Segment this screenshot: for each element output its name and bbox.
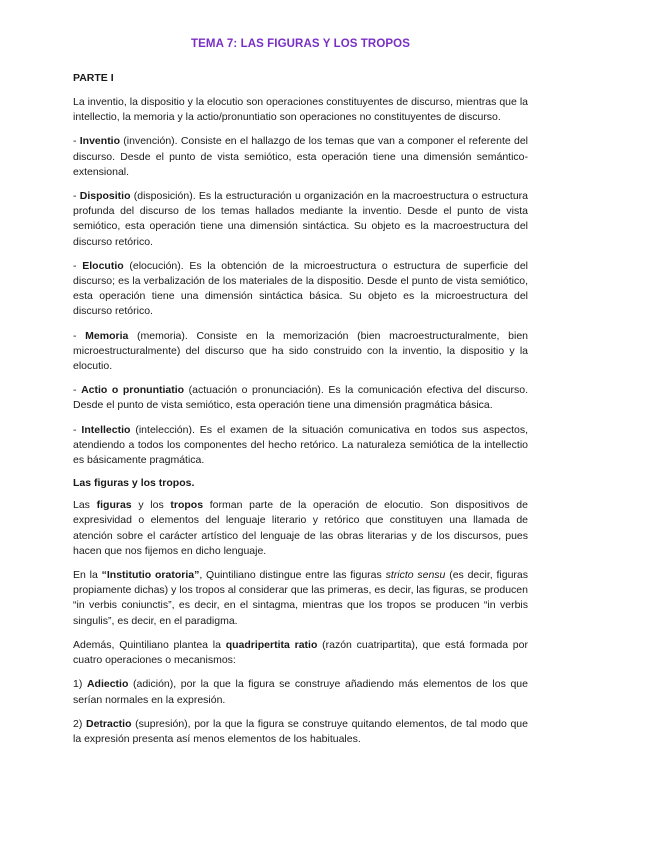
- text-run: , Quintiliano distingue entre las figuras: [199, 569, 386, 582]
- list-prefix: -: [73, 190, 80, 203]
- term-inventio: Inventio: [79, 135, 121, 148]
- paragraph-text: (elocución). Es la obtención de la microestructura o estructura de superficie del discurso; es la verbalización de los materiales de la dispositio. Desde el punto de vista semiótico, esta operación tiene una dimensión sintáctica básica. Su objeto es la microestructura del discurso retórico.: [73, 259, 528, 318]
- list-prefix: -: [73, 329, 86, 342]
- paragraph-figuras: [73, 498, 528, 559]
- term-institutio: “Institutio oratoria”: [101, 569, 200, 582]
- paragraph-text: (memoria). Consiste en la memorización (bien macroestructuralmente, bien microestructuralmente) del discurso que ha sido construido con la inventio, la dispositio y la elocutio.: [73, 329, 528, 373]
- paragraph-text: (adición), por la que la figura se construye añadiendo más elementos de los que serían normales en la expresión.: [73, 678, 528, 706]
- paragraph-memoria: [73, 329, 528, 375]
- paragraph-dispositio: [73, 189, 528, 250]
- intro-paragraph: La inventio, la dispositio y la elocutio son operaciones constituyentes de discurso, mientras que la intellectio, la memoria y la actio/pronuntiatio son operaciones no constituyentes de discurso.: [73, 96, 528, 124]
- paragraph-actio: [73, 383, 528, 413]
- text-run: Además, Quintiliano plantea la: [73, 638, 226, 651]
- term-tropos: tropos: [170, 499, 204, 512]
- paragraph-quintiliano: [73, 568, 528, 629]
- paragraph-elocutio: [73, 259, 528, 320]
- section-subheading: Las figuras y los tropos.: [73, 477, 195, 490]
- term-elocutio: Elocutio: [82, 259, 124, 272]
- text-run: Las: [73, 499, 97, 512]
- paragraph-text: (intelección). Es el examen de la situación comunicativa en todos sus aspectos, atendiendo a todos los componentes del hecho retórico. La naturaleza semiótica de la intellectio es básicamente pragmática.: [73, 423, 528, 467]
- list-prefix: -: [73, 384, 82, 397]
- paragraph-text: (actuación o pronunciación). Es la comunicación efectiva del discurso. Desde el punto de vista semiótico, esta operación tiene una dimensión pragmática básica.: [73, 384, 528, 412]
- term-memoria: Memoria: [85, 329, 129, 342]
- term-actio: Actio o pronuntiatio: [81, 384, 185, 397]
- term-stricto-sensu: stricto sensu: [385, 569, 446, 582]
- term-intellectio: Intellectio: [81, 423, 131, 436]
- paragraph-detractio: [73, 717, 528, 747]
- text-run: forman parte de la operación de elocutio. Son dispositivos de expresividad o elementos del lenguaje literario y retórico que constituyen una llamada de atención sobre el carácter artístico del lenguaje de las obras literarias y de los discursos, pues hacen que nos fijemos en dicho lenguaje.: [73, 499, 528, 557]
- list-prefix: 2): [73, 717, 86, 730]
- text-run: y los: [131, 499, 171, 512]
- list-prefix: -: [73, 135, 80, 148]
- text-run: (es decir, figuras propiamente dichas) y los tropos al considerar que las primeras, es decir, las figuras, se producen “in verbis coniunctis”, es decir, en el sintagma, mientras que los tropos se producen “in verbis singulis”, es decir, en el paradigma.: [73, 569, 528, 627]
- document-title: TEMA 7: LAS FIGURAS Y LOS TROPOS: [191, 38, 410, 50]
- list-prefix: -: [73, 423, 82, 436]
- text-run: (razón cuatripartita), que está formada por cuatro operaciones o mecanismos:: [73, 638, 528, 667]
- term-detractio: Detractio: [85, 717, 132, 730]
- term-figuras: figuras: [96, 499, 132, 512]
- list-prefix: -: [73, 259, 83, 272]
- paragraph-intellectio: [73, 423, 528, 469]
- term-quadripertita-ratio: quadripertita ratio: [225, 638, 318, 651]
- paragraph-text: (disposición). Es la estructuración u organización en la macroestructura o estructura profunda del discurso de los temas hallados mediante la inventio. Desde el punto de vista semiótico, esta operación tiene una dimensión sintáctica. Su objeto es la macroestructura del discurso retórico.: [73, 190, 529, 248]
- paragraph-ratio: [73, 638, 528, 668]
- paragraph-adiectio: [73, 677, 528, 707]
- paragraph-text: (invención). Consiste en el hallazgo de los temas que van a componer el referente del discurso. Desde el punto de vista semiótico, esta operación tiene una dimensión semántico-extensional.: [73, 135, 528, 178]
- paragraph-inventio: [73, 134, 528, 180]
- text-run: En la: [73, 569, 102, 582]
- paragraph-text: (supresión), por la que la figura se construye quitando elementos, de tal modo que la expresión presenta así menos elementos de los habituales.: [73, 717, 528, 745]
- document-page: [73, 38, 528, 756]
- list-prefix: 1): [73, 678, 87, 691]
- part-heading: PARTE I: [73, 72, 114, 84]
- term-dispositio: Dispositio: [79, 190, 131, 203]
- term-adiectio: Adiectio: [86, 678, 129, 691]
